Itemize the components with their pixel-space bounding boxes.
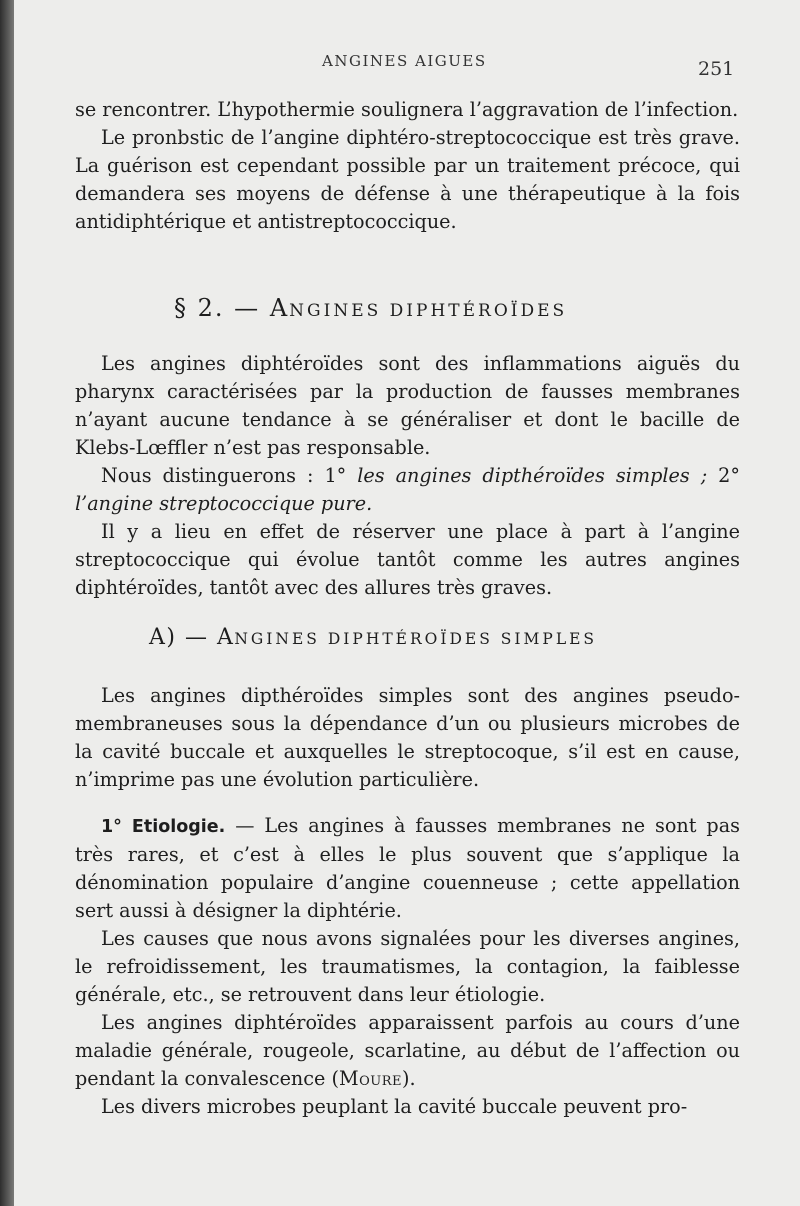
paragraph-gap	[75, 794, 740, 812]
subsection-title-rest: NGINES DIPHTÉROÏDES SIMPLES	[234, 630, 598, 648]
section-title-initial: A	[269, 294, 290, 322]
paragraph-causes: Les causes que nous avons signalées pour les diverses angines, le refroidissement, les traumatismes, la contagion, la faiblesse générale, etc., se retrouvent dans leur étiologie.	[75, 927, 740, 1006]
maladie-start: Les angines diphtéroïdes apparaissent parfois au cours d’une maladie générale, rougeole, scarlatine, au début de l’affection ou pendant la convalescence (	[75, 1011, 740, 1090]
section-title-rest: NGINES DIPHTÉROÏDES	[289, 301, 568, 321]
paragraph-definition: Les angines diphtéroïdes sont des inflammations aiguës du pharynx caractérisées par la production de fausses membranes n’ayant aucune tendance à se généraliser et dont le bacille de Klebs-Lœffler n’est pas responsable.	[75, 352, 740, 459]
distinction-start: Nous distinguerons : 1°	[101, 464, 358, 487]
distinction-mid: 2°	[707, 464, 740, 487]
paragraph-microbes: Les divers microbes peuplant la cavité buccale peuvent pro-	[101, 1095, 688, 1118]
subsection-label: A) —	[149, 625, 209, 650]
etiologie-text: — Les angines à fausses membranes ne sont pas très rares, et c’est à elles le plus souvent que s’applique la dénomination populaire d’angine couenneuse ; cette appellation sert aussi à désigner la diphtérie.	[75, 814, 740, 922]
paragraph-etiologie	[75, 812, 740, 925]
subsection-paragraphs	[75, 682, 740, 1121]
paragraph-maladie-generale	[75, 1009, 740, 1093]
subsection-title-initial: A	[216, 625, 235, 650]
section-number: § 2.	[174, 294, 225, 322]
section-dash: —	[234, 294, 261, 322]
paragraph-simples: Les angines dipthéroïdes simples sont des angines pseudo-membraneuses sous la dépendance d’un ou plusieurs microbes de la cavité buccale et auxquelles le streptocoque, s’il est en cause, n’imprime pas une évolution particulière.	[75, 684, 740, 791]
author-moure: Moure	[338, 1067, 403, 1090]
paragraph-streptococcique: Il y a lieu en effet de réserver une place à part à l’angine streptococcique qui évolue tantôt comme les autres angines diphtéroïdes, tantôt avec des allures très graves.	[75, 520, 740, 599]
paragraph-prognosis: Le pronbstic de l’angine diphtéro-streptococcique est très grave. La guérison est cependant possible par un traitement précoce, qui demandera ses moyens de défense à une thérapeutique à la fois antidiphtérique et antistreptococcique.	[75, 126, 740, 233]
running-title: ANGINES AIGUES	[322, 52, 487, 70]
etiologie-label: 1° Etiologie.	[101, 817, 226, 837]
paragraph-distinction	[75, 462, 740, 518]
section-paragraphs	[75, 350, 740, 602]
maladie-end: ).	[402, 1067, 416, 1090]
book-spine-shadow	[0, 0, 14, 1206]
distinction-item-1: les angines dipthéroïdes simples ;	[357, 464, 708, 487]
section-heading	[174, 294, 567, 322]
subsection-heading	[149, 625, 597, 650]
top-paragraphs	[75, 96, 740, 236]
book-page	[14, 0, 800, 1206]
page-number: 251	[698, 58, 735, 80]
paragraph-continuation: se rencontrer. L’hypothermie soulignera l’aggravation de l’infection.	[75, 98, 739, 121]
distinction-item-2: l’angine streptococcique pure.	[75, 492, 373, 515]
